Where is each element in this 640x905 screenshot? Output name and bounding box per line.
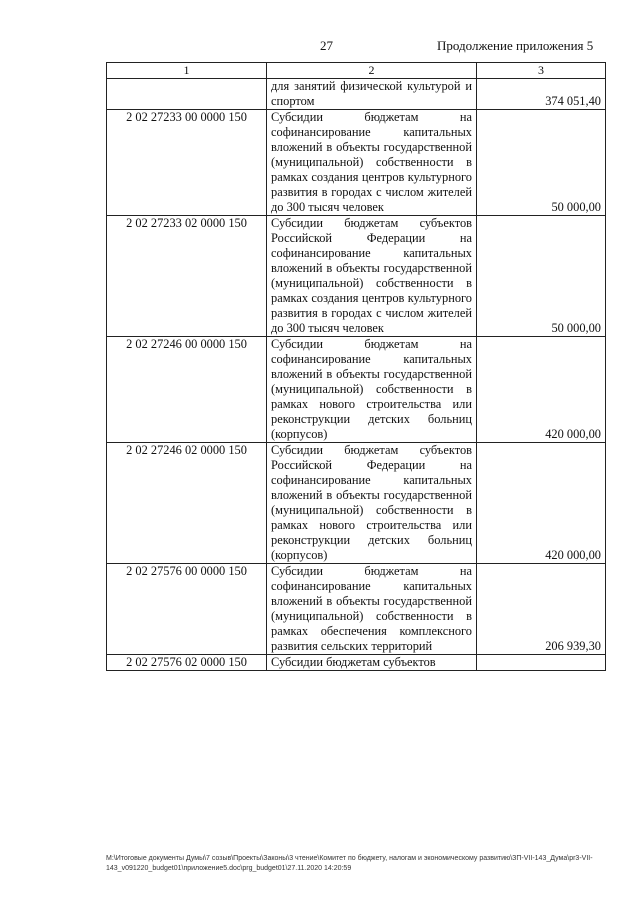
amount: 206 939,30	[477, 564, 606, 655]
continuation-label: Продолжение приложения 5	[437, 38, 594, 53]
table-row	[107, 110, 606, 216]
amount: 420 000,00	[477, 443, 606, 564]
budget-code	[107, 79, 267, 110]
column-number-row	[107, 63, 606, 79]
budget-code: 2 02 27246 00 0000 150	[107, 337, 267, 443]
document-path-footer: М:\Итоговые документы Думы\7 созыв\Проекты\Законы\3 чтение\Комитет по бюджету, налогам и экономическому развитию\ЗП-VII-143_Дума\pr3-VII-143_v091220_budget01\приложение5.doc\prg_budget01\27.11.2020 14:20:59	[106, 855, 593, 872]
item-description: Субсидии бюджетам на софинансирование капитальных вложений в объекты государственной (муниципальной) собственности в рамках создания центров культурного развития в городах с числом жителей до 300 тысяч человек	[267, 110, 477, 216]
budget-code: 2 02 27576 02 0000 150	[107, 655, 267, 671]
column-number-1: 1	[107, 63, 267, 79]
amount: 420 000,00	[477, 337, 606, 443]
table-row	[107, 564, 606, 655]
table-row	[107, 216, 606, 337]
item-description: для занятий физической культурой и спортом	[267, 79, 477, 110]
amount: 50 000,00	[477, 216, 606, 337]
item-description: Субсидии бюджетам субъектов Российской Федерации на софинансирование капитальных вложений в объекты государственной (муниципальной) собственности в рамках нового строительства или реконструкции детских больниц (корпусов)	[267, 443, 477, 564]
table-row	[107, 337, 606, 443]
budget-code: 2 02 27233 00 0000 150	[107, 110, 267, 216]
table-row	[107, 443, 606, 564]
item-description: Субсидии бюджетам субъектов Российской Федерации на софинансирование капитальных вложений в объекты государственной (муниципальной) собственности в рамках создания центров культурного развития в городах с числом жителей до 300 тысяч человек	[267, 216, 477, 337]
amount: 50 000,00	[477, 110, 606, 216]
table-row	[107, 79, 606, 110]
amount: 374 051,40	[477, 79, 606, 110]
budget-table	[106, 62, 606, 671]
amount	[477, 655, 606, 671]
item-description: Субсидии бюджетам субъектов	[267, 655, 477, 671]
item-description: Субсидии бюджетам на софинансирование капитальных вложений в объекты государственной (муниципальной) собственности в рамках обеспечения комплексного развития сельских территорий	[267, 564, 477, 655]
column-number-2: 2	[267, 63, 477, 79]
page-number: 27	[320, 38, 333, 53]
budget-code: 2 02 27233 02 0000 150	[107, 216, 267, 337]
column-number-3: 3	[477, 63, 606, 79]
budget-code: 2 02 27576 00 0000 150	[107, 564, 267, 655]
item-description: Субсидии бюджетам на софинансирование капитальных вложений в объекты государственной (муниципальной) собственности в рамках нового строительства или реконструкции детских больниц (корпусов)	[267, 337, 477, 443]
table-row	[107, 655, 606, 671]
budget-code: 2 02 27246 02 0000 150	[107, 443, 267, 564]
